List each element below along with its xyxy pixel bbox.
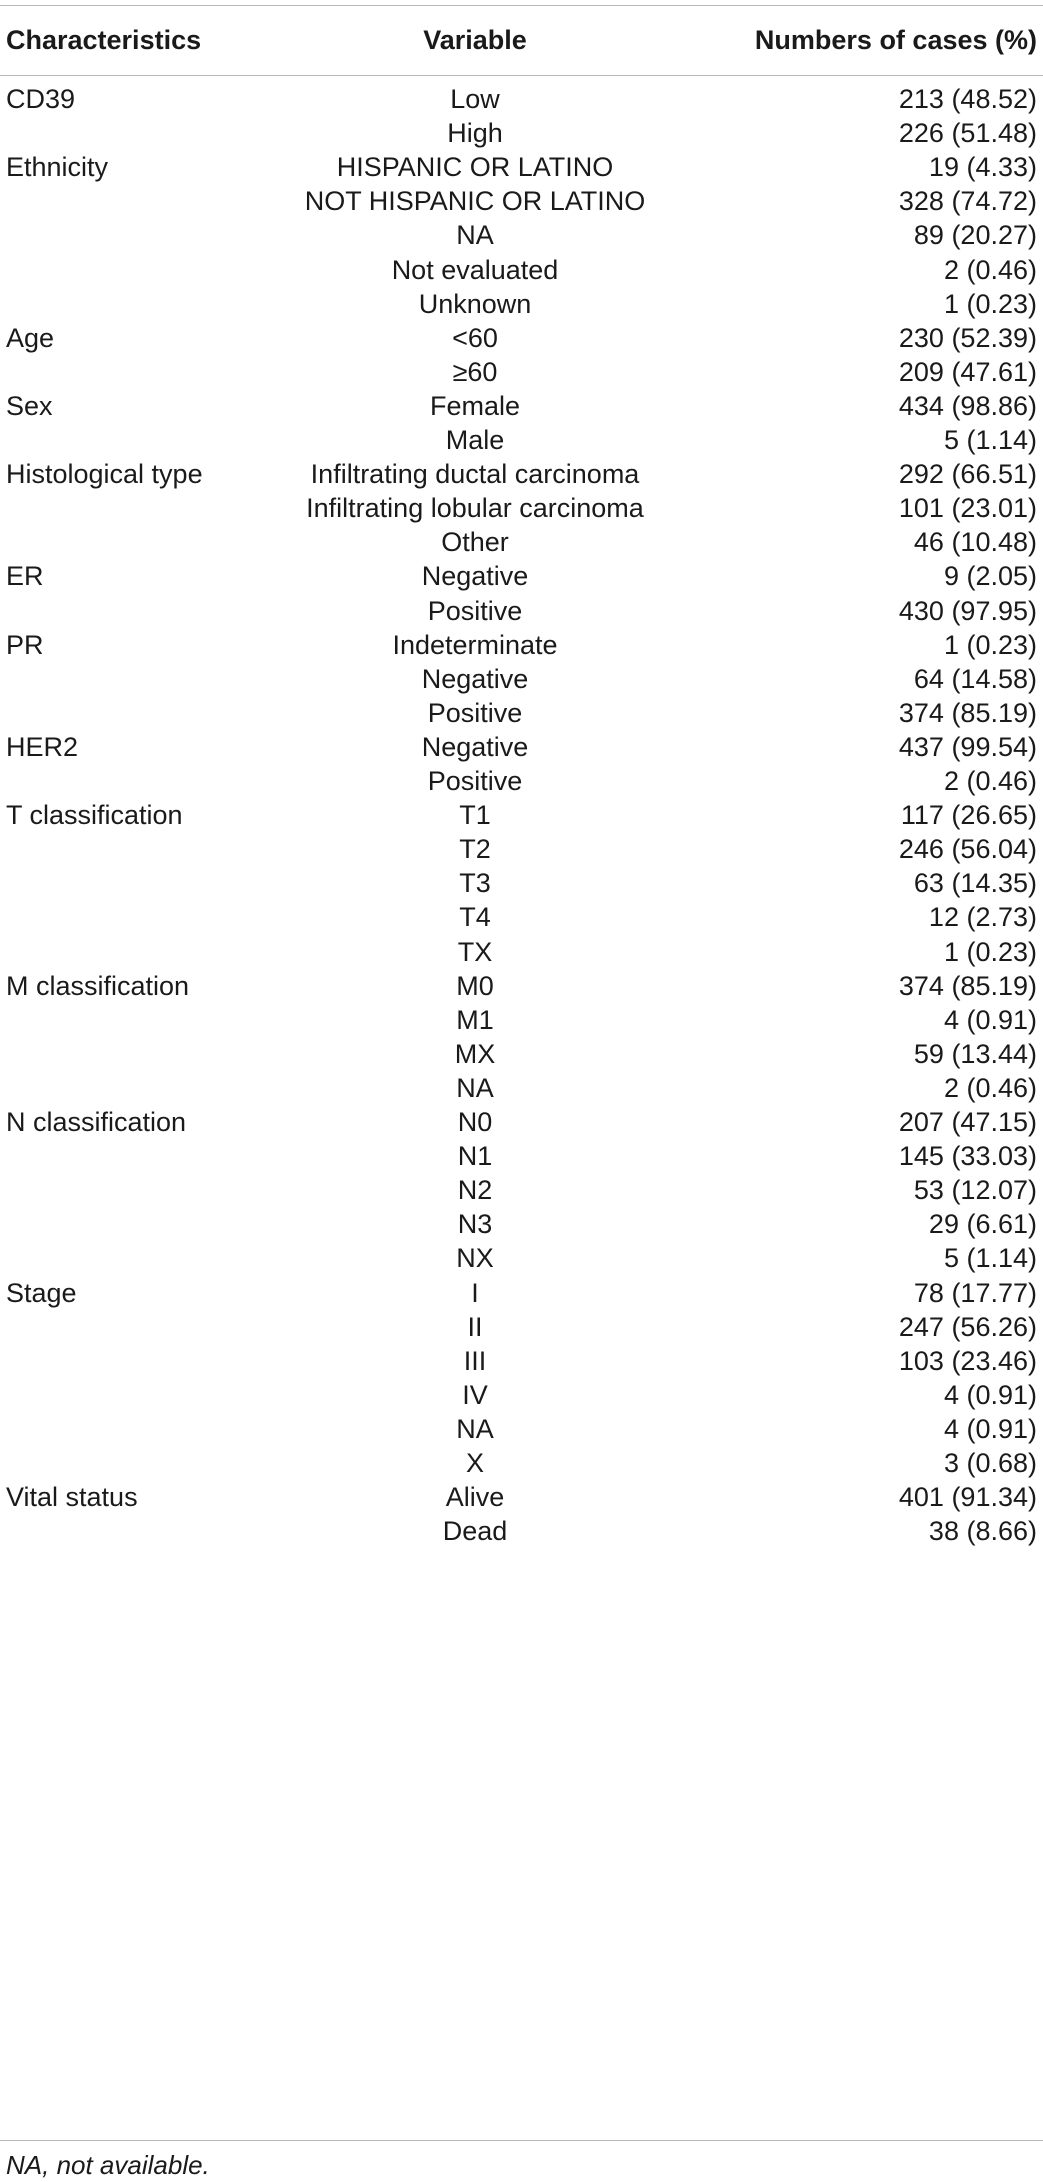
header-characteristics: Characteristics bbox=[6, 25, 202, 55]
cell-variable: <60 bbox=[452, 322, 498, 353]
cell-characteristic: ER bbox=[6, 561, 44, 592]
cell-variable: N1 bbox=[457, 1141, 493, 1172]
table-bottom-rule bbox=[0, 2140, 1043, 2141]
cell-variable: Indeterminate bbox=[392, 629, 558, 660]
cell-variable: N3 bbox=[457, 1209, 493, 1240]
cell-numbers-of-cases: 29 (6.61) bbox=[928, 1209, 1037, 1240]
cell-variable: Female bbox=[429, 390, 521, 421]
cell-variable: Alive bbox=[445, 1482, 505, 1513]
cell-variable: T1 bbox=[459, 800, 491, 831]
cell-variable: Positive bbox=[427, 595, 523, 626]
table-body bbox=[0, 76, 1043, 2136]
cell-numbers-of-cases: 374 (85.19) bbox=[898, 697, 1037, 728]
cell-variable: NA bbox=[456, 1413, 494, 1444]
cell-variable: MX bbox=[454, 1038, 496, 1069]
cell-variable: Other bbox=[441, 527, 509, 558]
cell-numbers-of-cases: 103 (23.46) bbox=[898, 1345, 1037, 1376]
table-header-row bbox=[0, 5, 1043, 75]
cell-variable: ≥60 bbox=[452, 356, 498, 387]
cell-characteristic: Stage bbox=[6, 1277, 77, 1308]
cell-variable: Positive bbox=[427, 766, 523, 796]
cell-numbers-of-cases: 78 (17.77) bbox=[913, 1277, 1037, 1308]
cell-numbers-of-cases: 2 (0.46) bbox=[943, 766, 1037, 796]
cell-numbers-of-cases: 63 (14.35) bbox=[913, 868, 1037, 899]
cell-variable: Negative bbox=[421, 663, 529, 694]
cell-characteristic: N classification bbox=[6, 1107, 187, 1137]
cell-variable: N0 bbox=[457, 1107, 493, 1137]
header-numbers-of-cases: Numbers of cases (%) bbox=[754, 25, 1037, 55]
cell-variable: Dead bbox=[442, 1516, 508, 1547]
cell-characteristic: Vital status bbox=[6, 1482, 138, 1513]
cell-numbers-of-cases: 4 (0.91) bbox=[943, 1413, 1037, 1444]
cell-numbers-of-cases: 89 (20.27) bbox=[913, 220, 1037, 251]
cell-variable: N2 bbox=[457, 1175, 493, 1206]
cell-numbers-of-cases: 213 (48.52) bbox=[898, 84, 1037, 114]
cell-numbers-of-cases: 1 (0.23) bbox=[943, 629, 1037, 660]
cell-variable: Infiltrating ductal carcinoma bbox=[310, 459, 640, 490]
cell-variable: II bbox=[467, 1311, 483, 1342]
cell-numbers-of-cases: 401 (91.34) bbox=[898, 1482, 1037, 1513]
cell-characteristic: Histological type bbox=[6, 459, 203, 490]
cell-numbers-of-cases: 3 (0.68) bbox=[943, 1448, 1037, 1478]
cell-variable: T3 bbox=[459, 868, 491, 899]
cell-numbers-of-cases: 59 (13.44) bbox=[913, 1038, 1037, 1069]
cell-variable: IV bbox=[462, 1379, 488, 1410]
cell-variable: I bbox=[471, 1277, 479, 1308]
cell-numbers-of-cases: 101 (23.01) bbox=[898, 493, 1037, 524]
cell-numbers-of-cases: 207 (47.15) bbox=[898, 1107, 1037, 1137]
cell-variable: Low bbox=[450, 84, 500, 114]
cell-numbers-of-cases: 247 (56.26) bbox=[898, 1311, 1037, 1342]
cell-numbers-of-cases: 2 (0.46) bbox=[943, 254, 1037, 285]
cell-numbers-of-cases: 430 (97.95) bbox=[898, 595, 1037, 626]
cell-numbers-of-cases: 4 (0.91) bbox=[943, 1004, 1037, 1035]
cell-variable: Unknown bbox=[418, 288, 532, 319]
cell-characteristic: Age bbox=[6, 322, 55, 353]
cell-variable: Negative bbox=[421, 561, 529, 592]
cell-variable: T2 bbox=[459, 834, 491, 865]
cell-variable: M0 bbox=[456, 970, 494, 1001]
cell-numbers-of-cases: 434 (98.86) bbox=[898, 390, 1037, 421]
cell-variable: NX bbox=[456, 1243, 494, 1274]
cell-variable: NA bbox=[456, 220, 494, 251]
cell-variable: X bbox=[465, 1448, 484, 1478]
cell-numbers-of-cases: 374 (85.19) bbox=[898, 970, 1037, 1001]
cell-numbers-of-cases: 230 (52.39) bbox=[898, 322, 1037, 353]
cell-numbers-of-cases: 246 (56.04) bbox=[898, 834, 1037, 865]
table-footnote: NA, not available. bbox=[6, 2150, 210, 2180]
cell-characteristic: Sex bbox=[6, 390, 53, 421]
cell-numbers-of-cases: 46 (10.48) bbox=[913, 527, 1037, 558]
cell-numbers-of-cases: 5 (1.14) bbox=[943, 425, 1037, 455]
cell-numbers-of-cases: 2 (0.46) bbox=[943, 1072, 1037, 1103]
cell-characteristic: M classification bbox=[6, 970, 190, 1001]
cell-numbers-of-cases: 5 (1.14) bbox=[943, 1243, 1037, 1274]
cell-variable: T4 bbox=[459, 902, 491, 933]
cell-numbers-of-cases: 328 (74.72) bbox=[898, 186, 1037, 217]
cell-variable: Male bbox=[445, 425, 505, 455]
cell-numbers-of-cases: 38 (8.66) bbox=[928, 1516, 1037, 1547]
cell-characteristic: T classification bbox=[6, 800, 183, 831]
cell-variable: M1 bbox=[456, 1004, 494, 1035]
cell-numbers-of-cases: 12 (2.73) bbox=[928, 902, 1037, 933]
cell-variable: Positive bbox=[427, 697, 523, 728]
cell-variable: NOT HISPANIC OR LATINO bbox=[304, 186, 646, 217]
cell-numbers-of-cases: 292 (66.51) bbox=[898, 459, 1037, 490]
cell-numbers-of-cases: 226 (51.48) bbox=[898, 118, 1037, 149]
cell-numbers-of-cases: 64 (14.58) bbox=[913, 663, 1037, 694]
cell-variable: III bbox=[463, 1345, 487, 1376]
cell-variable: High bbox=[447, 118, 503, 149]
cell-numbers-of-cases: 145 (33.03) bbox=[898, 1141, 1037, 1172]
cell-numbers-of-cases: 1 (0.23) bbox=[943, 936, 1037, 967]
cell-numbers-of-cases: 209 (47.61) bbox=[898, 356, 1037, 387]
cell-numbers-of-cases: 4 (0.91) bbox=[943, 1379, 1037, 1410]
cell-variable: NA bbox=[456, 1072, 494, 1103]
cell-numbers-of-cases: 437 (99.54) bbox=[898, 731, 1037, 762]
cell-numbers-of-cases: 9 (2.05) bbox=[943, 561, 1037, 592]
cell-variable: Negative bbox=[421, 731, 529, 762]
table-row bbox=[0, 1508, 1043, 1556]
cell-variable: HISPANIC OR LATINO bbox=[336, 152, 614, 183]
cell-variable: Infiltrating lobular carcinoma bbox=[306, 493, 644, 524]
cell-numbers-of-cases: 19 (4.33) bbox=[928, 152, 1037, 183]
cell-characteristic: Ethnicity bbox=[6, 152, 109, 183]
cell-characteristic: HER2 bbox=[6, 731, 79, 762]
cell-characteristic: PR bbox=[6, 629, 44, 660]
cell-numbers-of-cases: 53 (12.07) bbox=[913, 1175, 1037, 1206]
cell-characteristic: CD39 bbox=[6, 84, 76, 114]
cell-variable: Not evaluated bbox=[391, 254, 559, 285]
cell-numbers-of-cases: 117 (26.65) bbox=[900, 800, 1037, 831]
cell-variable: TX bbox=[457, 936, 493, 967]
header-variable: Variable bbox=[423, 25, 527, 55]
cell-numbers-of-cases: 1 (0.23) bbox=[943, 288, 1037, 319]
